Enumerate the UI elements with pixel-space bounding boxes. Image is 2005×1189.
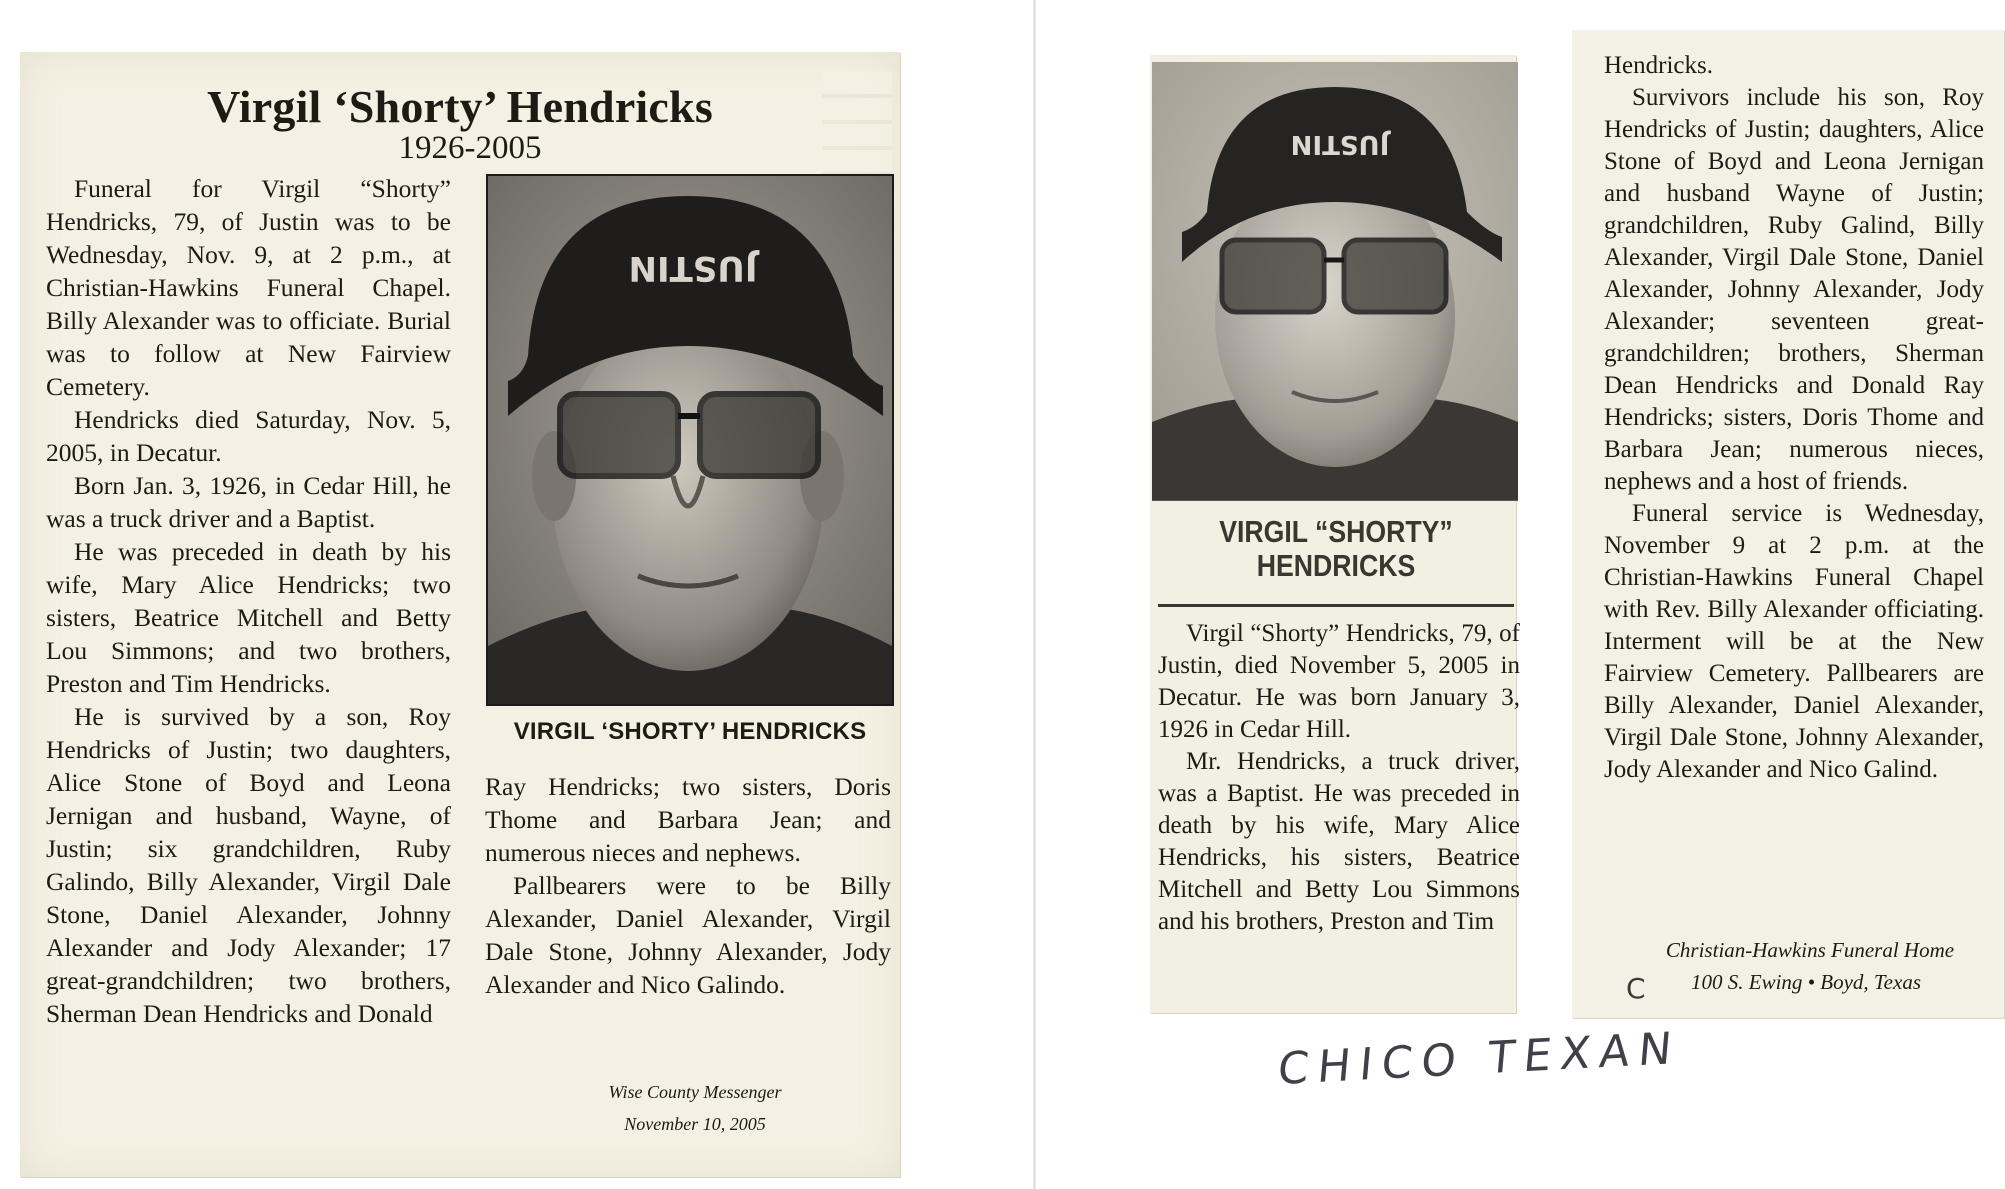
paragraph: Survivors include his son, Roy Hendricks of Justin; daughters, Alice Stone of Boyd and Leona Jernigan and husband Wayne of Justin; grandchildren, Ruby Galind, Billy Alexander, Virgil Dale Stone, Daniel Alexander, Johnny Alexander, Jody Alexander; seventeen great-grandchildren; brothers, Sherman Dean Hendricks and Donald Ray Hendricks; sisters, Doris Thome and Barbara Jean; numerous nieces, nephews and a host of friends. xyxy=(1604,84,1984,495)
right-column-1 xyxy=(1158,618,1520,938)
portrait-illustration xyxy=(488,176,892,704)
portrait-illustration xyxy=(1152,62,1518,500)
portrait-photo xyxy=(1152,62,1518,501)
caption-line: VIRGIL “SHORTY” xyxy=(1219,514,1453,549)
paragraph: Mr. Hendricks, a truck driver, was a Baptist. He was preceded in death by his wife, Mary Alice Hendricks, his sisters, Beatrice Mitchell and Betty Lou Simmons and his brothers, Preston and Tim xyxy=(1158,748,1520,935)
caption-rule xyxy=(1158,604,1514,607)
left-column-1 xyxy=(46,172,451,1172)
paragraph: Born Jan. 3, 1926, in Cedar Hill, he was a truck driver and a Baptist. xyxy=(46,471,451,533)
paragraph: He was preceded in death by his wife, Mary Alice Hendricks; two sisters, Beatrice Mitchell and Betty Lou Simmons; and two brothers, Preston and Tim Hendricks. xyxy=(46,537,451,698)
right-column-2 xyxy=(1604,50,1984,786)
paragraph: Virgil “Shorty” Hendricks, 79, of Justin, died November 5, 2005 in Decatur. He was born January 3, 1926 in Cedar Hill. xyxy=(1158,620,1520,743)
funeral-home-address: 100 S. Ewing • Boyd, Texas xyxy=(1691,970,1921,994)
handwritten-mark: C xyxy=(1626,972,1646,1005)
obituary-headline: Virgil ‘Shorty’ Hendricks xyxy=(207,81,713,132)
photo-caption xyxy=(1181,515,1491,583)
handwritten-note: CHICO TEXAN xyxy=(1275,1022,1683,1096)
paragraph: Ray Hendricks; two sisters, Doris Thome and Barbara Jean; and numerous nieces and nephews. xyxy=(485,772,891,867)
obituary-years: 1926-2005 xyxy=(398,130,542,166)
left-column-2 xyxy=(485,770,891,1001)
paragraph: Hendricks died Saturday, Nov. 5, 2005, in Decatur. xyxy=(46,405,451,467)
caption-line: HENDRICKS xyxy=(1256,548,1416,583)
photo-caption: VIRGIL ‘SHORTY’ HENDRICKS xyxy=(513,718,867,745)
cap-logo-text: JUSTIN xyxy=(628,248,758,288)
paragraph: He is survived by a son, Roy Hendricks of Justin; two daughters, Alice Stone of Boyd and Leona Jernigan and husband, Wayne, of Justin; six grandchildren, Ruby Galindo, Billy Alexander, Virgil Dale Stone, Daniel Alexander, Johnny Alexander and Jody Alexander; 17 great-grandchildren; two brothers, Sherman Dean Hendricks and Donald xyxy=(46,702,451,1028)
cap-logo-text: JUSTIN xyxy=(1290,129,1390,159)
publication-date: November 10, 2005 xyxy=(624,1114,766,1134)
newspaper-source: Wise County Messenger xyxy=(608,1082,782,1102)
paragraph: Funeral service is Wednesday, November 9 at 2 p.m. at the Christian-Hawkins Funeral Chapel with Rev. Billy Alexander officiating. Interment will be at the New Fairview Cemetery. Pallbearers are Billy Alexander, Daniel Alexander, Virgil Dale Stone, Johnny Alexander, Jody Alexander and Nico Galind. xyxy=(1604,500,1984,783)
paragraph: Funeral for Virgil “Shorty” Hendricks, 79, of Justin was to be Wednesday, Nov. 9, at 2 p.m., at Christian-Hawkins Funeral Chapel. Billy Alexander was to officiate. Burial was to follow at New Fairview Cemetery. xyxy=(46,174,451,401)
portrait-photo xyxy=(486,174,894,706)
funeral-home-name: Christian-Hawkins Funeral Home xyxy=(1665,938,1955,962)
paragraph: Pallbearers were to be Billy Alexander, Daniel Alexander, Virgil Dale Stone, Johnny Alexander, Jody Alexander and Nico Galindo. xyxy=(485,871,891,999)
scan-fold xyxy=(1033,0,1036,1189)
paragraph: Hendricks. xyxy=(1604,52,1713,79)
